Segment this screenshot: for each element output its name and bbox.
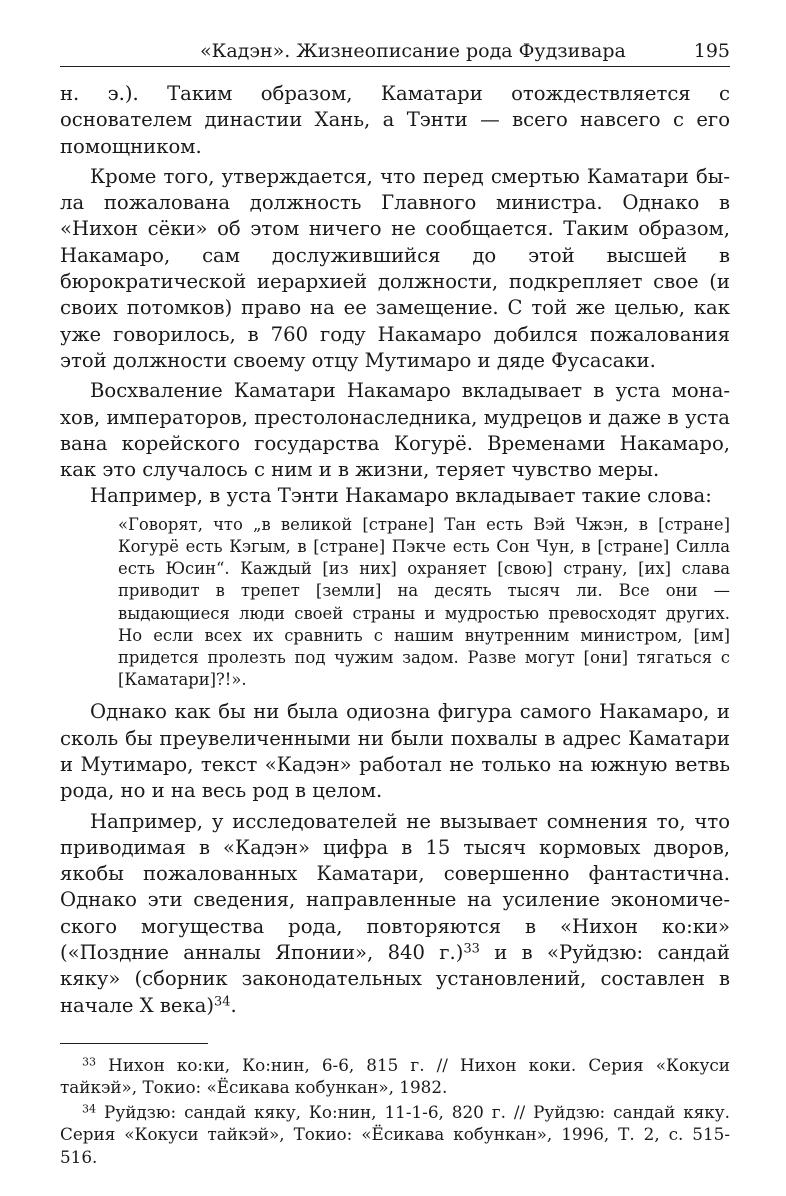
paragraph-2: Кроме того, утверждается, что перед смертью Каматари была пожалована должность Главного министра. Однако в «Нихон сёки» об этом ничего не сообщается. Таким образом, Накамаро, сам дослужившийся до этой высшей в бюрократической иерархией должности, подкрепляет свое (и своих потомков) право на ее замещение. С той же целью, как уже говорилось, в 760 году Накамаро добился пожалования этой должности своему отцу Мутимаро и дяде Фусасаки. [60, 164, 730, 372]
running-title: «Кадэн». Жизнеописание рода Фудзивара [200, 40, 626, 62]
block-quote: «Говорят, что „в великой [стране] Тан есть Вэй Чжэн, в [стране] Когурё есть Кэгым, в [стране] Пэкче есть Сон Чун, в [стране] Силла есть Юсин“. Каждый [из них] охраняет [свою] страну, [их] слава приводит в трепет [земли] на десять тысяч ли. Все они — выдающиеся люди своей страны и мудростью превосходят других. Но если всех их сравнить с нашим внутренним министром, [им] придется пролезть под чужим задом. Разве могут [они] тягаться с [Каматари]?!». [118, 514, 730, 690]
main-text [60, 81, 730, 1019]
footnotes [60, 1054, 730, 1169]
paragraph-6-mid: и в «Руйдзю: сандай кяку» (сборник законодательных установлений, составлен в начале X века) [60, 941, 730, 1017]
footnote-33 [60, 1054, 730, 1099]
footnote-number-33: 33 [82, 1055, 97, 1069]
paragraph-1: н. э.). Таким образом, Каматари отождествляется с основателем династии Хань, а Тэнти — всего навсего с его помощником. [60, 82, 730, 158]
footnote-text-33: Нихон ко:ки, Ко:нин, 6-6, 815 г. // Нихон коки. Серия «Кокуси тайкэй», Токио: «Ёсикава кобункан», 1982. [60, 1054, 730, 1098]
paragraph-4: Например, в уста Тэнти Накамаро вкладывает такие слова: [90, 484, 712, 508]
paragraph-3: Восхваление Каматари Накамаро вкладывает в уста монахов, императоров, престолонаследника, мудрецов и даже в уста вана корейского государства Когурё. Временами Накамаро, как это случалось с ним и в жизни, теряет чувство меры. [60, 379, 730, 482]
paragraph-6-text: Например, у исследователей не вызывает сомнения то, что приводимая в «Кадэн» цифра в 15 тысяч кормовых дворов, якобы пожалованных Каматари, совершенно фантастична. Однако эти сведения, направленные на усиление экономического могущества рода, повторяются в «Нихон ко:ки» («Поздние анналы Японии», 840 г.) [60, 809, 730, 965]
paragraph-5: Однако как бы ни была одиозна фигура самого Накамаро, и сколь бы преувеличенными ни были похвалы в адрес Каматари и Мутимаро, текст «Кадэн» работал не только на южную ветвь рода, но и на весь род в целом. [60, 700, 730, 803]
page-number: 195 [693, 40, 730, 62]
footnote-text-34: Руйдзю: сандай кяку, Ко:нин, 11-1-6, 820 г. // Руйдзю: сандай кяку. Серия «Кокуси тайкэй», Токио: «Ёсикава кобункан», 1996, Т. 2, с. 515-516. [60, 1101, 730, 1167]
footnote-ref-34[interactable]: 34 [214, 994, 231, 1010]
footnote-ref-33[interactable]: 33 [463, 941, 480, 957]
paragraph-6-end: . [230, 993, 237, 1017]
footnote-34 [60, 1101, 730, 1169]
footnote-number-34: 34 [82, 1102, 97, 1116]
footnote-divider [60, 1043, 208, 1044]
paragraph-6 [60, 809, 730, 1019]
running-header [60, 36, 730, 67]
book-page [60, 36, 730, 1170]
